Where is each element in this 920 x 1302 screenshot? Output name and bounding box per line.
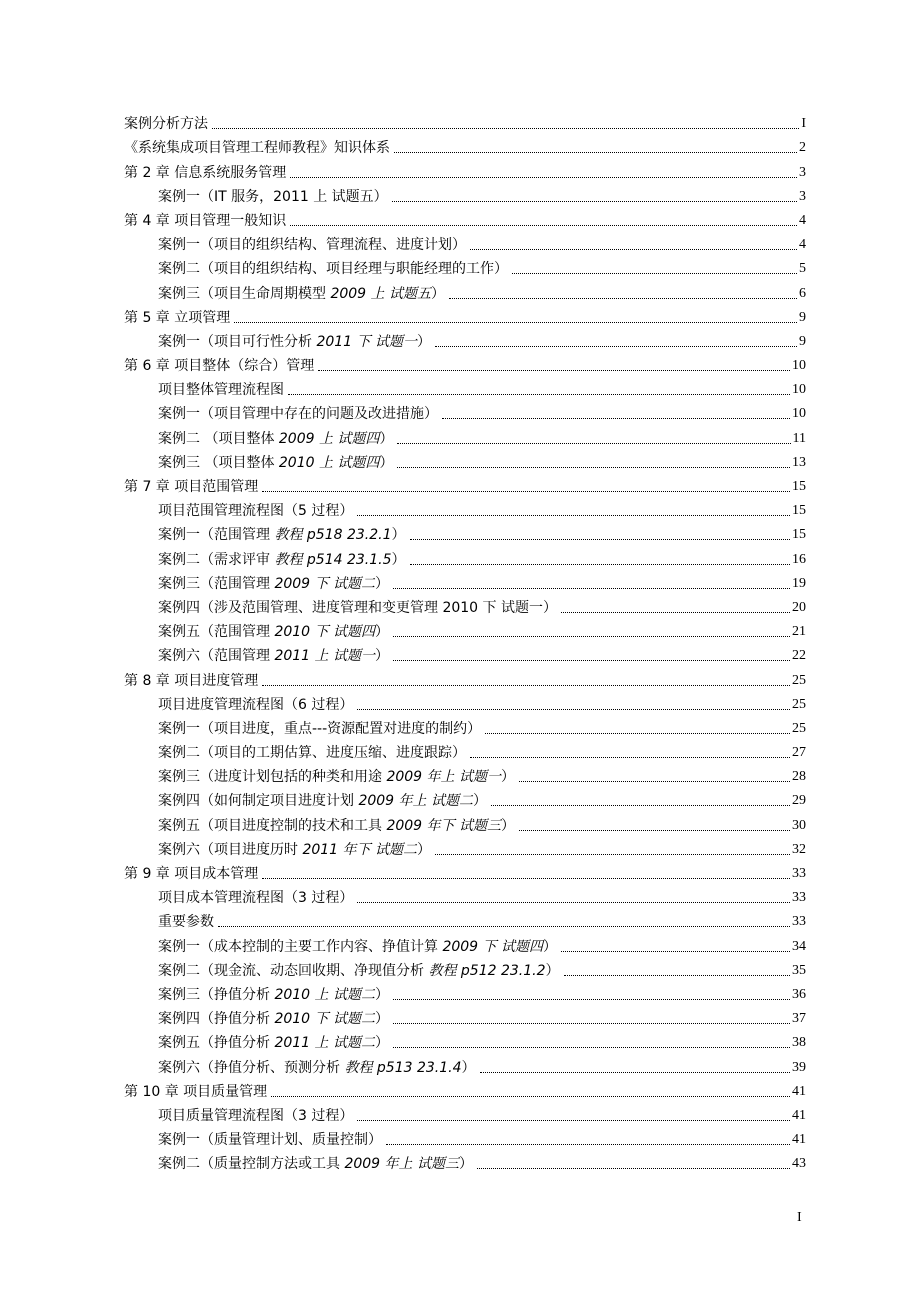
toc-entry-title: 案例一（项目可行性分析 2011 下 试题一） xyxy=(158,333,431,350)
dot-leader xyxy=(357,703,790,710)
toc-entry-source: 2009 上 试题四 xyxy=(274,430,380,447)
dot-leader xyxy=(449,292,797,299)
toc-page-number: I xyxy=(801,116,806,132)
dot-leader xyxy=(480,1066,791,1073)
toc-entry-source: 2009 上 试题五 xyxy=(326,285,431,302)
toc-entry-title: 《系统集成项目管理工程师教程》知识体系 xyxy=(124,140,390,157)
toc-entry-source: 2009 年上 试题一 xyxy=(382,769,501,786)
toc-entry-title: 第 10 章 项目质量管理 xyxy=(124,1083,268,1100)
dot-leader xyxy=(357,509,790,516)
toc-page-number: 33 xyxy=(792,890,806,906)
dot-leader xyxy=(519,824,790,831)
toc-entry-title: 重要参数 xyxy=(158,914,214,931)
toc-entry-title: 案例一（质量管理计划、质量控制） xyxy=(158,1132,382,1149)
toc-entry-source: 2010 上 试题二 xyxy=(270,986,375,1003)
toc-page-number: 41 xyxy=(792,1132,806,1148)
dot-leader xyxy=(218,920,790,927)
dot-leader xyxy=(435,340,797,347)
toc-sub-entry[interactable] xyxy=(124,1125,806,1149)
toc-page-number: 15 xyxy=(792,479,806,494)
toc-sub-entry[interactable] xyxy=(124,544,806,568)
dot-leader xyxy=(397,437,790,444)
toc-entry-title: 案例二（项目的工期估算、进度压缩、进度跟踪） xyxy=(158,745,466,762)
toc-page-number: 41 xyxy=(792,1083,806,1099)
toc-entry-source: 2011 上 试题二 xyxy=(270,1035,375,1052)
toc-sub-entry[interactable] xyxy=(124,617,806,641)
toc-entry-source: 2009 年下 试题三 xyxy=(382,817,501,834)
toc-entry-title: 项目质量管理流程图（3 过程） xyxy=(158,1107,354,1124)
dot-leader xyxy=(477,1162,790,1169)
dot-leader xyxy=(271,1090,790,1097)
dot-leader xyxy=(561,606,790,613)
dot-leader xyxy=(290,171,797,178)
toc-sub-entry[interactable] xyxy=(124,738,806,762)
toc-entry-source: 2009 年上 试题二 xyxy=(354,793,473,810)
toc-sub-entry[interactable] xyxy=(124,423,806,447)
toc-entry-source: 2010 下 试题四 xyxy=(270,624,375,641)
toc-sub-entry[interactable] xyxy=(124,1052,806,1076)
toc-entry-source: 2011 下 试题一 xyxy=(312,333,417,350)
dot-leader xyxy=(564,969,791,976)
toc-page-number: 4 xyxy=(799,237,806,253)
toc-entry-title: 项目成本管理流程图（3 过程） xyxy=(158,890,354,907)
toc-entry-source: 2009 下 试题二 xyxy=(270,575,375,592)
dot-leader xyxy=(491,799,790,806)
toc-entry-source: 2011 上 试题一 xyxy=(270,648,375,665)
toc-entry-title: 第 6 章 项目整体（综合）管理 xyxy=(124,358,315,375)
dot-leader xyxy=(393,630,790,637)
dot-leader xyxy=(357,896,790,903)
toc-sub-entry[interactable] xyxy=(124,593,806,617)
dot-leader xyxy=(410,533,791,540)
toc-entry-source: 2009 年上 试题三 xyxy=(340,1156,459,1173)
toc-page-number: 6 xyxy=(799,285,806,301)
toc-page-number: 29 xyxy=(792,793,806,809)
toc-page-number: 13 xyxy=(792,454,806,470)
toc-page-number: 4 xyxy=(799,212,806,228)
toc-sub-entry[interactable] xyxy=(124,786,806,810)
toc-entry-title: 第 7 章 项目范围管理 xyxy=(124,479,259,495)
toc-entry-source: 2011 年下 试题二 xyxy=(298,841,417,858)
toc-page-number: 33 xyxy=(792,866,806,881)
toc-page-number: 10 xyxy=(792,382,806,398)
dot-leader xyxy=(397,461,790,468)
dot-leader xyxy=(519,775,790,782)
toc-chapter-entry[interactable] xyxy=(124,133,806,157)
toc-sub-entry[interactable] xyxy=(124,714,806,738)
toc-entry-title: 第 9 章 项目成本管理 xyxy=(124,866,259,882)
toc-entry-title: 案例一（项目的组织结构、管理流程、进度计划） xyxy=(158,237,466,254)
toc-page-number: 32 xyxy=(792,841,806,857)
toc-sub-entry[interactable] xyxy=(124,1004,806,1028)
dot-leader xyxy=(393,582,790,589)
toc-page-number: 25 xyxy=(792,720,806,736)
dot-leader xyxy=(512,267,797,274)
toc-sub-entry[interactable] xyxy=(124,1101,806,1125)
toc-entry-title: 案例二（需求评审 教程 p514 23.1.5） xyxy=(158,551,406,568)
dot-leader xyxy=(262,485,790,492)
dot-leader xyxy=(262,679,790,686)
toc-sub-entry[interactable] xyxy=(124,1149,806,1173)
dot-leader xyxy=(394,146,797,153)
toc-entry-title: 案例四（如何制定项目进度计划 2009 年上 试题二） xyxy=(158,793,487,810)
toc-sub-entry[interactable] xyxy=(124,448,806,472)
dot-leader xyxy=(386,1138,790,1145)
toc-entry-title: 案例二（项目的组织结构、项目经理与职能经理的工作） xyxy=(158,261,508,278)
toc-sub-entry[interactable] xyxy=(124,907,806,931)
toc-sub-entry[interactable] xyxy=(124,835,806,859)
toc-page-number: 37 xyxy=(792,1011,806,1027)
toc-entry-title: 项目整体管理流程图 xyxy=(158,382,284,399)
toc-chapter-entry[interactable] xyxy=(124,303,806,327)
toc-page-number: 38 xyxy=(792,1035,806,1051)
toc-page-number: 16 xyxy=(792,551,806,567)
toc-page-number: 34 xyxy=(792,938,806,954)
toc-page-number: 36 xyxy=(792,986,806,1002)
toc-entry-title: 案例五（范围管理 2010 下 试题四） xyxy=(158,624,389,641)
dot-leader xyxy=(393,1017,790,1024)
toc-sub-entry[interactable] xyxy=(124,810,806,834)
toc-page-number: 25 xyxy=(792,696,806,712)
toc-entry-title: 案例五（项目进度控制的技术和工具 2009 年下 试题三） xyxy=(158,817,515,834)
toc-entry-source: 教程 p512 23.1.2 xyxy=(424,962,546,979)
dot-leader xyxy=(212,122,799,129)
toc-sub-entry[interactable] xyxy=(124,980,806,1004)
toc-entry-source: 教程 p518 23.2.1 xyxy=(270,527,392,544)
toc-entry-source: 教程 p514 23.1.5 xyxy=(270,551,392,568)
toc-page-number: 9 xyxy=(799,309,806,325)
toc-page-number: 19 xyxy=(792,575,806,591)
dot-leader xyxy=(561,945,790,952)
toc-page-number: 30 xyxy=(792,817,806,833)
toc-entry-title: 案例三 （项目整体 2010 上 试题四） xyxy=(158,454,394,471)
toc-chapter-entry[interactable] xyxy=(124,157,806,181)
toc-entry-title: 案例二（质量控制方法或工具 2009 年上 试题三） xyxy=(158,1156,473,1173)
toc-sub-entry[interactable] xyxy=(124,182,806,206)
toc-chapter-entry[interactable] xyxy=(124,109,806,133)
dot-leader xyxy=(442,412,790,419)
toc-entry-source: 2009 下 试题四 xyxy=(438,938,543,955)
dot-leader xyxy=(470,751,790,758)
toc-chapter-entry[interactable] xyxy=(124,351,806,375)
toc-page-number: 2 xyxy=(799,140,806,156)
dot-leader xyxy=(470,243,797,250)
toc-entry-source: 教程 p513 23.1.4 xyxy=(340,1059,462,1076)
toc-page-number: 20 xyxy=(792,599,806,615)
toc-sub-entry[interactable] xyxy=(124,956,806,980)
toc-entry-title: 案例分析方法 xyxy=(124,116,208,133)
toc-entry-title: 案例一（成本控制的主要工作内容、挣值计算 2009 下 试题四） xyxy=(158,938,557,955)
toc-sub-entry[interactable] xyxy=(124,230,806,254)
toc-entry-source: 2010 下 试题二 xyxy=(270,1011,375,1028)
toc-sub-entry[interactable] xyxy=(124,883,806,907)
toc-sub-entry[interactable] xyxy=(124,569,806,593)
toc-page-number: 39 xyxy=(792,1059,806,1075)
toc-sub-entry[interactable] xyxy=(124,520,806,544)
dot-leader xyxy=(290,219,797,226)
toc-entry-title: 案例六（挣值分析、预测分析 教程 p513 23.1.4） xyxy=(158,1059,476,1076)
toc-page-number: 27 xyxy=(792,745,806,761)
toc-page-number: 5 xyxy=(799,261,806,277)
toc-entry-title: 案例一（IT 服务，2011 上 试题五） xyxy=(158,188,388,205)
toc-entry-title: 项目范围管理流程图（5 过程） xyxy=(158,503,354,520)
dot-leader xyxy=(262,872,790,879)
toc-sub-entry[interactable] xyxy=(124,254,806,278)
table-of-contents xyxy=(124,109,806,1173)
toc-entry-title: 第 4 章 项目管理一般知识 xyxy=(124,212,287,229)
toc-page-number: 15 xyxy=(792,527,806,543)
toc-sub-entry[interactable] xyxy=(124,278,806,302)
toc-entry-title: 案例二（现金流、动态回收期、净现值分析 教程 p512 23.1.2） xyxy=(158,962,560,979)
dot-leader xyxy=(357,1114,790,1121)
toc-entry-title: 案例三（挣值分析 2010 上 试题二） xyxy=(158,986,389,1003)
toc-page-number: 11 xyxy=(792,430,806,446)
toc-sub-entry[interactable] xyxy=(124,762,806,786)
toc-entry-title: 案例三（进度计划包括的种类和用途 2009 年上 试题一） xyxy=(158,769,515,786)
toc-entry-title: 案例三（范围管理 2009 下 试题二） xyxy=(158,575,389,592)
toc-chapter-entry[interactable] xyxy=(124,472,806,496)
toc-entry-title: 案例四（挣值分析 2010 下 试题二） xyxy=(158,1011,389,1028)
dot-leader xyxy=(393,654,790,661)
toc-entry-source: 2010 上 试题四 xyxy=(274,454,380,471)
toc-entry-title: 第 8 章 项目进度管理 xyxy=(124,672,259,689)
toc-chapter-entry[interactable] xyxy=(124,1077,806,1101)
toc-chapter-entry[interactable] xyxy=(124,665,806,689)
toc-page-number: 28 xyxy=(792,769,806,785)
dot-leader xyxy=(435,848,790,855)
toc-entry-title: 案例一（项目进度，重点---资源配置对进度的制约） xyxy=(158,720,482,737)
toc-entry-title: 案例一（范围管理 教程 p518 23.2.1） xyxy=(158,527,406,544)
toc-page-number: 15 xyxy=(792,503,806,519)
toc-chapter-entry[interactable] xyxy=(124,206,806,230)
dot-leader xyxy=(392,195,797,202)
dot-leader xyxy=(234,316,797,323)
toc-sub-entry[interactable] xyxy=(124,496,806,520)
dot-leader xyxy=(485,727,790,734)
page-number: I xyxy=(797,1210,802,1225)
toc-sub-entry[interactable] xyxy=(124,690,806,714)
toc-page-number: 3 xyxy=(799,188,806,204)
toc-sub-entry[interactable] xyxy=(124,931,806,955)
toc-entry-title: 第 5 章 立项管理 xyxy=(124,309,231,326)
toc-page-number: 22 xyxy=(792,648,806,664)
toc-sub-entry[interactable] xyxy=(124,641,806,665)
toc-entry-title: 案例四（涉及范围管理、进度管理和变更管理 2010 下 试题一） xyxy=(158,599,557,616)
toc-entry-title: 案例六（范围管理 2011 上 试题一） xyxy=(158,648,389,665)
dot-leader xyxy=(393,993,790,1000)
toc-page-number: 41 xyxy=(792,1107,806,1123)
toc-entry-title: 项目进度管理流程图（6 过程） xyxy=(158,696,354,713)
dot-leader xyxy=(410,558,791,565)
dot-leader xyxy=(288,388,790,395)
toc-entry-title: 案例五（挣值分析 2011 上 试题二） xyxy=(158,1035,389,1052)
toc-entry-title: 案例三（项目生命周期模型 2009 上 试题五） xyxy=(158,285,445,302)
toc-entry-title: 案例六（项目进度历时 2011 年下 试题二） xyxy=(158,841,431,858)
toc-page-number: 35 xyxy=(792,962,806,978)
toc-entry-title: 第 2 章 信息系统服务管理 xyxy=(124,164,287,181)
toc-entry-title: 案例二 （项目整体 2009 上 试题四） xyxy=(158,430,394,447)
toc-page-number: 43 xyxy=(792,1156,806,1172)
toc-page-number: 25 xyxy=(792,672,806,688)
toc-page-number: 21 xyxy=(792,624,806,640)
toc-sub-entry[interactable] xyxy=(124,1028,806,1052)
dot-leader xyxy=(318,364,790,371)
dot-leader xyxy=(393,1041,790,1048)
toc-sub-entry[interactable] xyxy=(124,375,806,399)
toc-entry-title: 案例一（项目管理中存在的问题及改进措施） xyxy=(158,406,438,423)
toc-sub-entry[interactable] xyxy=(124,327,806,351)
toc-page-number: 10 xyxy=(792,406,806,422)
toc-page-number: 33 xyxy=(792,914,806,930)
toc-page-number: 10 xyxy=(792,358,806,374)
toc-page-number: 9 xyxy=(799,333,806,349)
toc-page-number: 3 xyxy=(799,164,806,180)
toc-chapter-entry[interactable] xyxy=(124,859,806,883)
toc-sub-entry[interactable] xyxy=(124,399,806,423)
